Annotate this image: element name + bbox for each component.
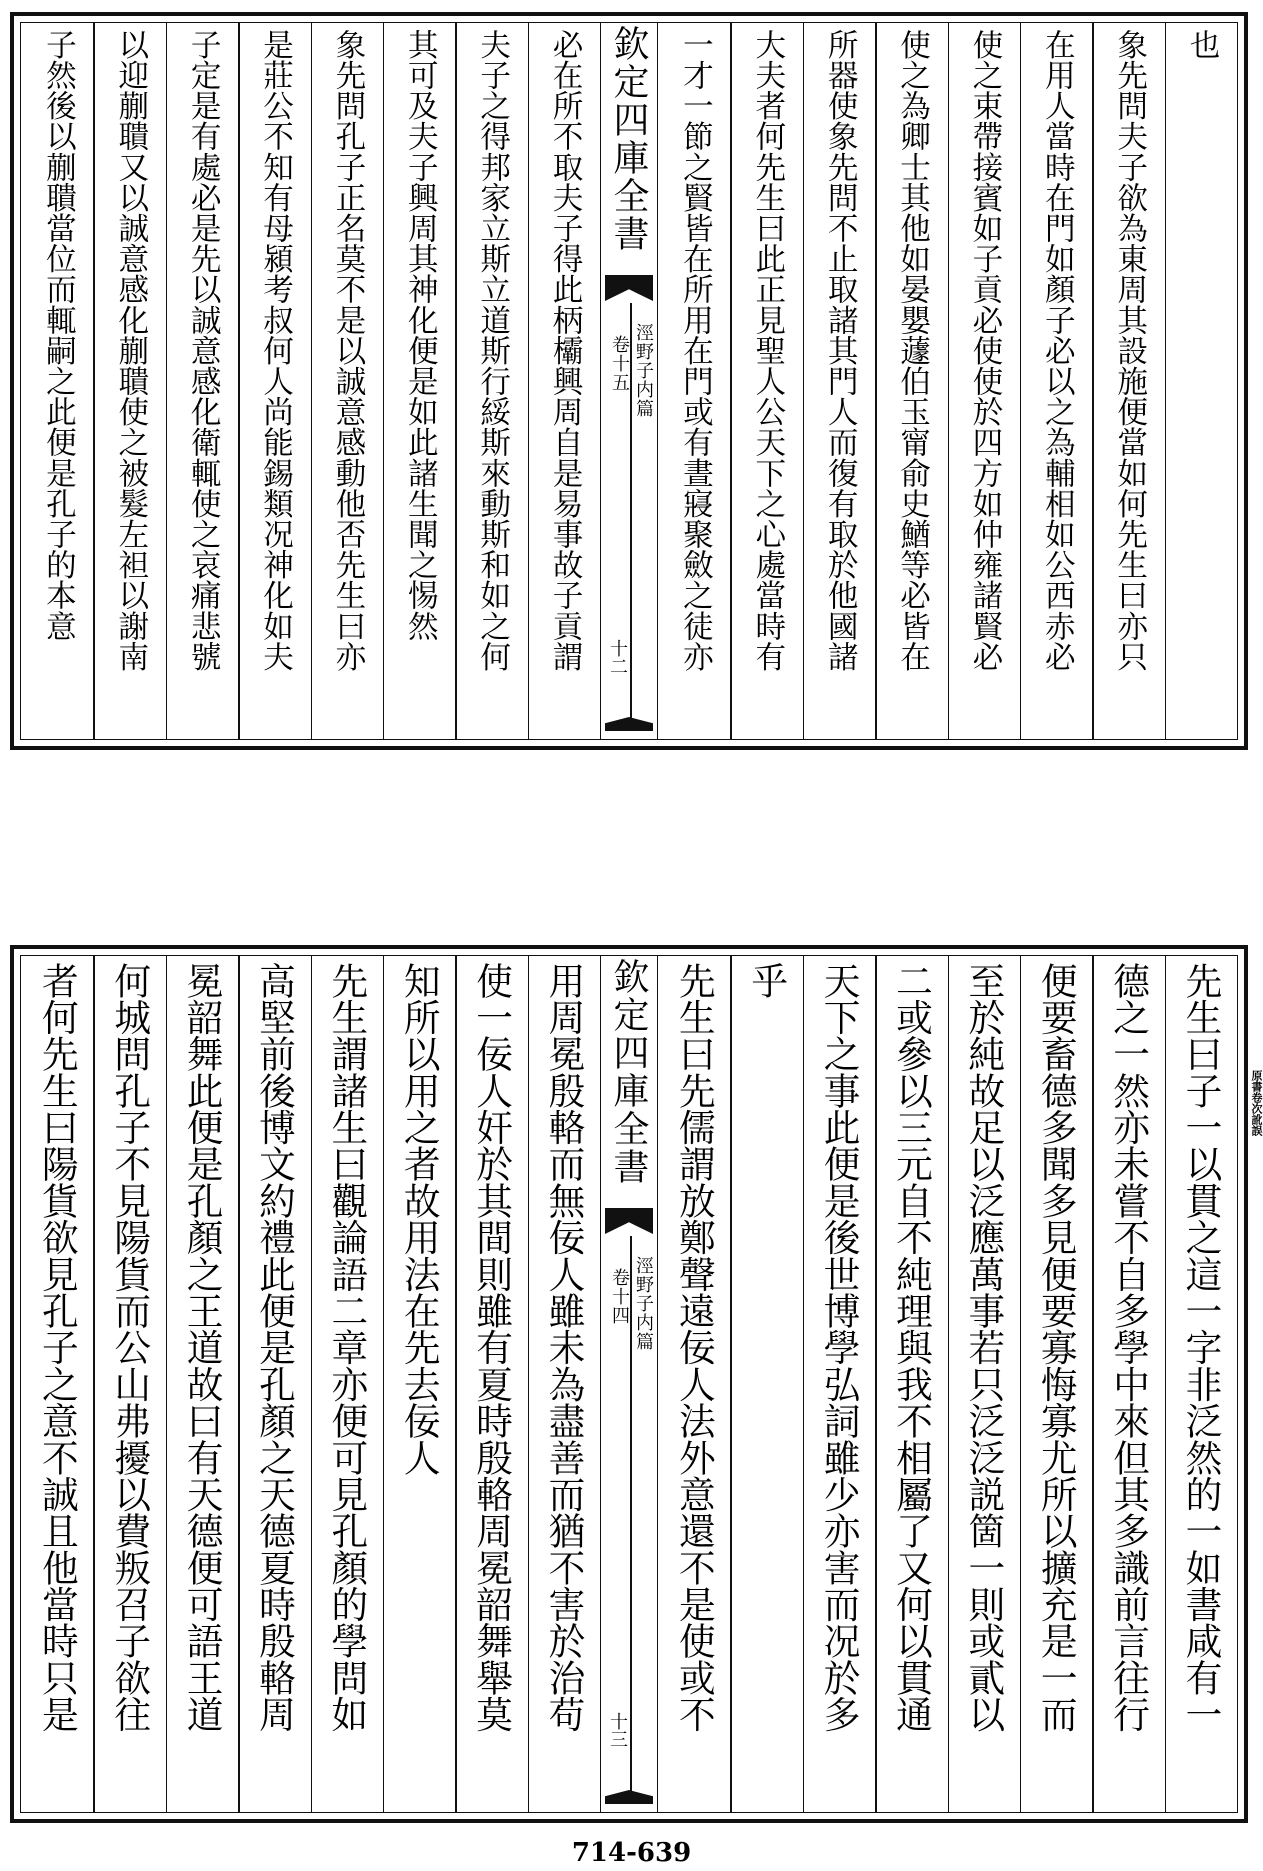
column-rule <box>875 956 877 1812</box>
text-column: 使之為卿士其他如晏嬰蘧伯玉甯俞史鰌等必皆在 <box>894 29 930 672</box>
column-rule <box>528 23 530 739</box>
column-rule <box>93 23 95 739</box>
column-rule <box>1165 956 1167 1812</box>
text-column: 子然後以蒯聵當位而輒嗣之此便是孔子的本意 <box>40 29 76 641</box>
text-column: 一才一節之賢皆在所用在門或有晝寢聚斂之徒亦 <box>677 29 713 672</box>
column-rule <box>1165 23 1167 739</box>
column-rule <box>803 956 805 1812</box>
text-column: 用周冕殷輅而無佞人雖未為盡善而猶不害於治苟 <box>543 962 586 1733</box>
fish-tail-ornament-bottom <box>605 717 653 731</box>
column-rule <box>166 23 168 739</box>
text-column: 也 <box>1184 29 1219 60</box>
text-column: 先生曰先儒謂放鄭聲遠佞人法外意還不是使或不 <box>673 962 717 1733</box>
fish-tail-ornament-bottom <box>605 1790 653 1804</box>
column-rule <box>238 23 240 739</box>
text-column: 知所以用之者故用法在先去佞人 <box>398 962 442 1476</box>
text-column: 以迎蒯聵又以誠意感化蒯聵使之被髮左袒以謝南 <box>112 29 148 672</box>
column-rule <box>238 956 240 1812</box>
column-rule <box>455 23 457 739</box>
top-page-frame <box>10 12 1248 750</box>
column-rule <box>1020 23 1022 739</box>
text-column: 便要畜德多聞多見便要寡悔寡尤所以擴充是一而 <box>1035 962 1079 1733</box>
text-column: 使之束帶接賓如子貢必使使於四方如仲雍諸賢必 <box>966 29 1002 672</box>
text-column: 先生曰子一以貫之這一字非泛然的一如書咸有一 <box>1180 962 1223 1733</box>
column-rule <box>730 956 732 1812</box>
column-rule <box>166 956 168 1812</box>
column-rule <box>1020 956 1022 1812</box>
column-rule <box>93 956 95 1812</box>
text-column: 者何先生曰陽貨欲見孔子之意不誠且他當時只是 <box>36 962 80 1733</box>
bottom-page-inner-border <box>20 955 1238 1813</box>
banner-title: 欽定四庫全書 <box>608 958 649 1186</box>
text-column: 先生謂諸生曰觀論語二章亦便可見孔顏的學問如 <box>325 962 369 1733</box>
text-column: 高堅前後博文約禮此便是孔顏之天德夏時殷輅周 <box>253 962 297 1733</box>
text-column: 二或參以三元自不純理與我不相屬了又何以貫通 <box>890 962 934 1733</box>
text-column: 何城問孔子不見陽貨而公山弗擾以費叛召子欲往 <box>108 962 152 1733</box>
column-rule <box>311 23 313 739</box>
text-column: 象先問孔子正名莫不是以誠意感動他否先生曰亦 <box>329 29 365 672</box>
column-rule <box>528 956 530 1812</box>
column-rule <box>948 23 950 739</box>
column-rule <box>311 956 313 1812</box>
text-column: 冕韶舞此便是孔顏之王道故曰有天德便可語王道 <box>181 962 225 1733</box>
banner-title: 欽定四庫全書 <box>608 25 649 253</box>
column-rule <box>875 23 877 739</box>
banner-juan-number: 卷十四 <box>609 1268 630 1325</box>
column-rule <box>383 23 385 739</box>
margin-note: 原書卷次訛誤 <box>1250 1070 1263 1136</box>
column-rule <box>455 956 457 1812</box>
text-column: 大夫者何先生曰此正見聖人公天下之心處當時有 <box>749 29 785 672</box>
text-column: 夫子之得邦家立斯立道斯行綏斯來動斯和如之何 <box>474 29 510 672</box>
column-rule <box>803 23 805 739</box>
top-page-inner-border <box>20 22 1238 740</box>
text-column: 象先問夫子欲為東周其設施便當如何先生曰亦只 <box>1111 29 1147 672</box>
column-rule <box>383 956 385 1812</box>
text-column: 使一佞人奸於其間則雖有夏時殷輅周冕韶舞舉莫 <box>470 962 514 1733</box>
fish-tail-ornament <box>605 275 653 301</box>
text-column: 德之一然亦未嘗不自多學中來但其多識前言往行 <box>1107 962 1151 1733</box>
column-rule <box>730 23 732 739</box>
banner-book-title: 涇野子内篇 <box>633 323 654 418</box>
text-column: 子定是有處必是先以誠意感化衛輒使之哀痛悲號 <box>185 29 221 672</box>
text-column: 所器使象先問不止取諸其門人而復有取於他國諸 <box>822 29 858 672</box>
banner-juan-number: 卷十五 <box>609 335 630 392</box>
banner-book-title: 涇野子内篇 <box>633 1256 654 1351</box>
text-column: 在用人當時在門如顏子必以之為輔相如公西赤必 <box>1039 29 1075 672</box>
text-column: 至於純故足以泛應萬事若只泛泛説箇一則或貳以 <box>962 962 1006 1733</box>
center-banner <box>600 23 658 739</box>
bottom-page-frame <box>10 945 1248 1823</box>
banner-page-number: 十三 <box>607 1712 628 1748</box>
text-column: 是莊公不知有母潁考叔何人尚能錫類况神化如夫 <box>257 29 293 672</box>
text-column: 乎 <box>745 962 789 999</box>
center-banner <box>600 956 658 1812</box>
page-footer-number: 714-639 <box>571 1838 692 1868</box>
text-column: 必在所不取夫子得此柄欛興周自是易事故子貢謂 <box>547 29 582 672</box>
column-rule <box>1092 956 1094 1812</box>
column-rule <box>1092 23 1094 739</box>
column-rule <box>948 956 950 1812</box>
text-column: 天下之事此便是後世博學弘詞雖少亦害而况於多 <box>818 962 862 1733</box>
fish-tail-ornament <box>605 1208 653 1234</box>
text-column: 其可及夫子興周其神化便是如此諸生聞之惕然 <box>402 29 438 641</box>
banner-page-number: 十二 <box>607 639 628 675</box>
